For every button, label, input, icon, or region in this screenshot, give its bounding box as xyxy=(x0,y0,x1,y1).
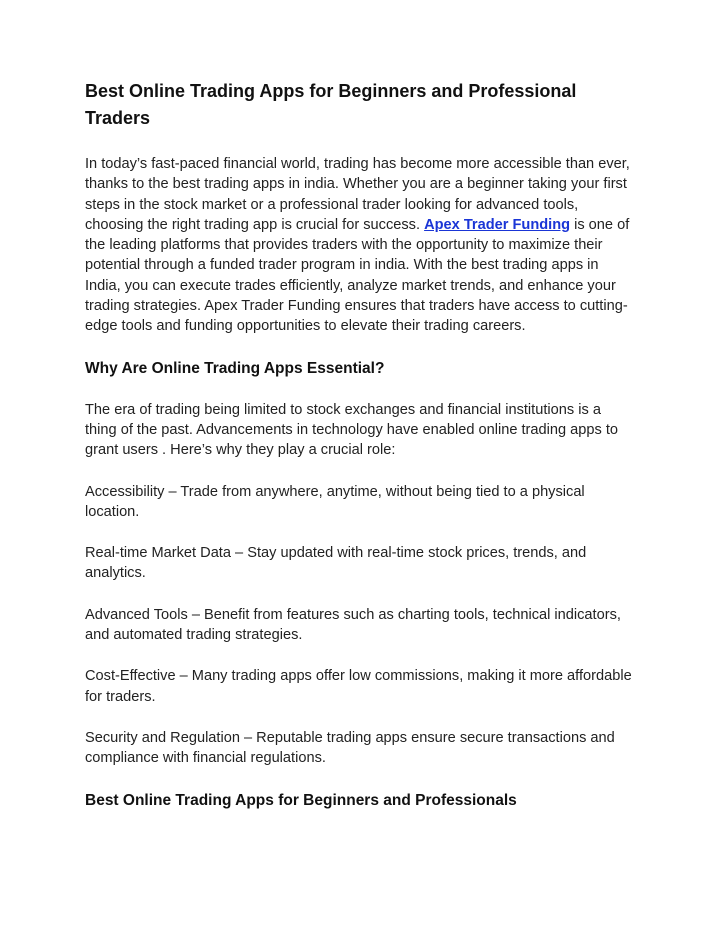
section-heading-why-essential: Why Are Online Trading Apps Essential? xyxy=(85,359,385,377)
section-paragraph-why-essential: The era of trading being limited to stock exchanges and financial institutions is a thing of the past. Advancements in technology have enabled online trading apps to grant users . Here’s why they play a crucial role: xyxy=(85,401,619,459)
section-heading-best-apps: Best Online Trading Apps for Beginners and Professionals xyxy=(85,791,517,809)
intro-text-before-link: In today’s fast-paced financial world, trading has become more accessible than ever, thanks to the best trading apps in india. Whether you are a beginner taking your first steps in the stock market or a professional trader looking for advanced tools, choosing the right trading app is crucial for success. xyxy=(85,156,630,233)
list-item-real-time-market-data: Real-time Market Data – Stay updated with real-time stock prices, trends, and analytics. xyxy=(85,545,587,582)
page-title: Best Online Trading Apps for Beginners and Professional Traders xyxy=(85,81,577,128)
apex-trader-funding-link[interactable]: Apex Trader Funding xyxy=(424,216,571,233)
intro-paragraph xyxy=(85,154,635,337)
intro-text-after-link: is one of the leading platforms that provides traders with the opportunity to maximize their potential through a funded trader program in india. With the best trading apps in India, you can execute trades efficiently, analyze market trends, and enhance your trading strategies. Apex Trader Funding ensures that traders have access to cutting-edge tools and funding opportunities to elevate their trading careers. xyxy=(85,216,630,335)
list-item-cost-effective: Cost-Effective – Many trading apps offer low commissions, making it more affordable for traders. xyxy=(85,668,632,705)
list-item-advanced-tools: Advanced Tools – Benefit from features such as charting tools, technical indicators, and automated trading strategies. xyxy=(85,606,621,644)
document-page xyxy=(85,78,635,811)
list-item-accessibility: Accessibility – Trade from anywhere, anytime, without being tied to a physical location. xyxy=(85,483,585,520)
list-item-security-regulation: Security and Regulation – Reputable trading apps ensure secure transactions and compliance with financial regulations. xyxy=(85,729,615,767)
